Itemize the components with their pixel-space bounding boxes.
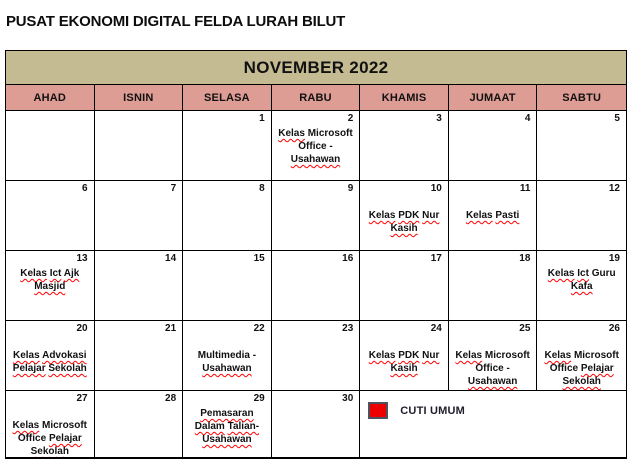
calendar-cell-day-18[interactable] [449,251,538,320]
calendar-cell-day-6[interactable] [6,181,95,250]
calendar-cell-day-14[interactable] [95,251,184,320]
event-label: Kelas Microsoft Office Pelajar Sekolah [12,420,88,457]
day-number: 4 [524,113,531,124]
calendar-cell-day-2[interactable] [272,111,361,180]
calendar-cell-day-4[interactable] [449,111,538,180]
day-number: 25 [519,323,531,334]
event-label: Kelas Pasti [465,210,520,221]
calendar-table [5,50,627,459]
calendar-cell-day-21[interactable] [95,321,184,390]
calendar-cell-day-23[interactable] [272,321,361,390]
event-label: Kelas PDK Nur Kasih [368,210,440,234]
day-number: 15 [253,253,265,264]
event-label: Kelas PDK Nur Kasih [368,350,440,374]
calendar-cell-day-24[interactable] [360,321,449,390]
calendar-cell-day-9[interactable] [272,181,361,250]
calendar-cell-day-10[interactable] [360,181,449,250]
calendar-cell-day-11[interactable] [449,181,538,250]
event-label: Kelas Ict Ajk Masjid [20,268,80,292]
day-header-row [6,85,626,111]
day-number [95,111,183,126]
page-title: PUSAT EKONOMI DIGITAL FELDA LURAH BILUT [6,13,346,30]
day-number: 7 [170,183,177,194]
day-number: 22 [253,323,265,334]
day-number [6,111,94,126]
calendar-cell-day-22[interactable] [183,321,272,390]
calendar-cell-day-20[interactable] [6,321,95,390]
day-number: 29 [253,393,265,404]
day-number: 24 [430,323,442,334]
day-number: 23 [342,323,354,334]
calendar-cell-empty[interactable] [6,111,95,180]
calendar-cell-day-12[interactable] [537,181,626,250]
public-holiday-swatch-icon [368,402,388,419]
month-title: NOVEMBER 2022 [243,57,389,77]
week-row-5 [6,391,626,457]
calendar-cell-day-1[interactable] [183,111,272,180]
event-label: Kelas Ict Guru Kafa [547,268,616,292]
calendar-cell-day-19[interactable] [537,251,626,320]
day-header-jumaat: JUMAAT [449,85,538,110]
calendar-month-header [6,51,626,85]
day-number: 27 [76,393,88,404]
day-header-ahad: AHAD [6,85,95,110]
day-number: 13 [76,253,88,264]
day-number: 10 [430,183,442,194]
day-number: 16 [342,253,354,264]
calendar-cell-day-8[interactable] [183,181,272,250]
day-number: 12 [608,183,620,194]
calendar-cell-day-28[interactable] [95,391,184,457]
calendar-cell-day-29[interactable] [183,391,272,457]
week-row-1 [6,111,626,181]
day-number: 28 [165,393,177,404]
day-number: 2 [347,113,354,124]
day-number: 20 [76,323,88,334]
day-number: 26 [608,323,620,334]
event-label: Kelas Microsoft Office - Usahawan [455,350,530,387]
day-number: 9 [347,183,354,194]
calendar-cell-day-3[interactable] [360,111,449,180]
calendar-cell-day-17[interactable] [360,251,449,320]
calendar-cell-day-15[interactable] [183,251,272,320]
event-label: Pemasaran Dalam Talian- Usahawan [194,408,260,445]
day-number: 6 [82,183,88,194]
day-number: 1 [259,113,265,124]
calendar-cell-day-27[interactable] [6,391,95,457]
legend-label: CUTI UMUM [400,405,466,417]
event-label: Kelas Advokasi Pelajar Sekolah [12,350,87,374]
day-header-khamis: KHAMIS [360,85,449,110]
calendar-cell-day-13[interactable] [6,251,95,320]
day-header-isnin: ISNIN [95,85,184,110]
event-label: Multimedia - Usahawan [197,350,257,374]
day-header-selasa: SELASA [183,85,272,110]
day-number: 5 [614,113,620,124]
day-number: 18 [519,253,531,264]
calendar-cell-day-7[interactable] [95,181,184,250]
week-row-3 [6,251,626,321]
day-number: 30 [342,393,354,404]
calendar-cell-day-16[interactable] [272,251,361,320]
legend-cell [360,391,626,457]
calendar-cell-day-26[interactable] [537,321,626,390]
day-number: 17 [430,253,442,264]
week-row-2 [6,181,626,251]
calendar-cell-day-30[interactable] [272,391,361,457]
day-header-sabtu: SABTU [562,91,602,104]
day-header-rabu: RABU [272,85,361,110]
calendar-cell-day-25[interactable] [449,321,538,390]
calendar-cell-day-5[interactable] [537,111,626,180]
event-label: Kelas Microsoft Office Pelajar Sekolah [544,350,619,387]
day-number: 11 [519,183,531,194]
day-number: 21 [165,323,177,334]
week-row-4 [6,321,626,391]
day-number: 8 [259,183,265,194]
day-number: 14 [165,253,177,264]
event-label: Kelas Microsoft Office - Usahawan [278,128,353,165]
day-number: 19 [608,253,620,264]
calendar-cell-empty[interactable] [95,111,184,180]
day-number: 3 [436,113,442,124]
calendar-weeks [6,111,626,457]
